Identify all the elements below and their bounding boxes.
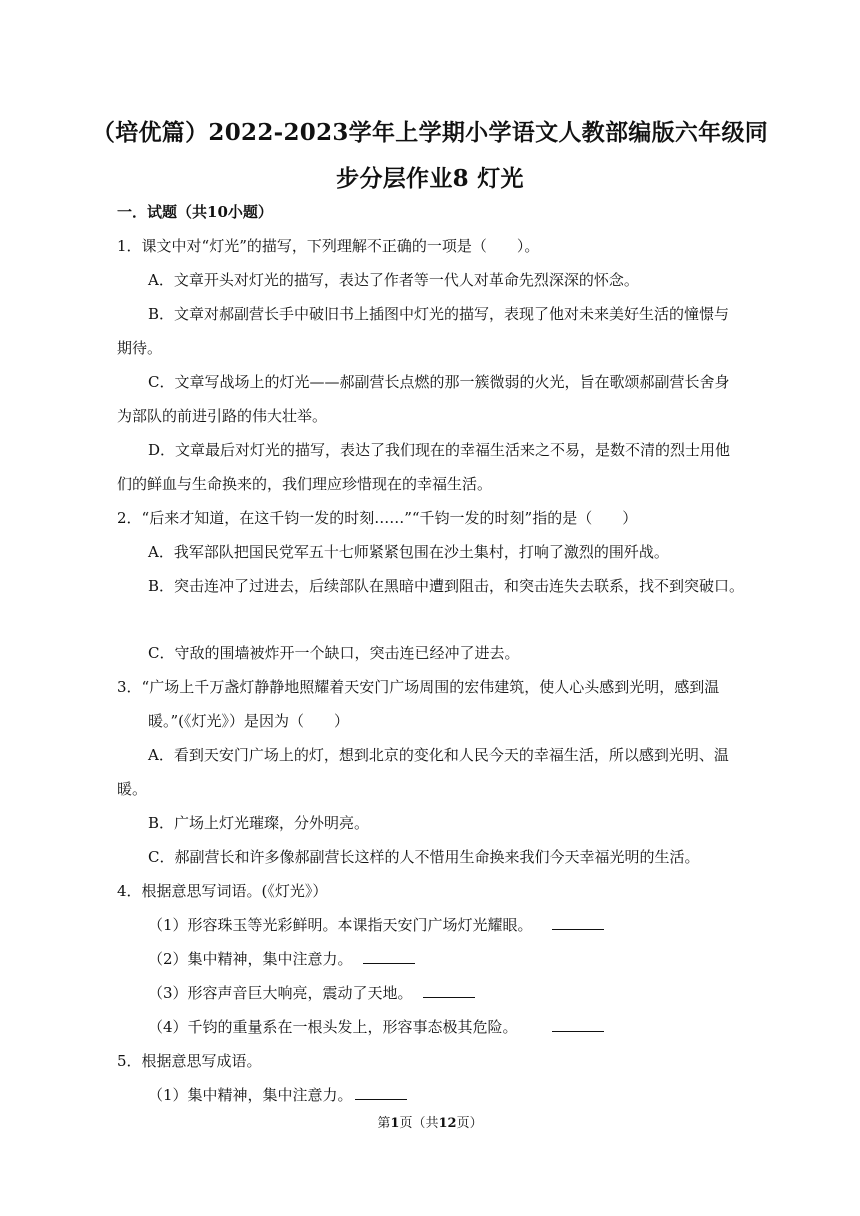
- question-3-stem: 3．“广场上千万盏灯静静地照耀着天安门广场周围的宏伟建筑，使人心头感到光明，感到温: [117, 678, 720, 696]
- question-1-option-a: A．文章开头对灯光的描写，表达了作者等一代人对革命先烈深深的怀念。: [148, 271, 639, 289]
- answer-blank-4-2[interactable]: [363, 949, 415, 964]
- answer-blank-4-3[interactable]: [423, 983, 475, 998]
- question-3-option-c: C．郝副营长和许多像郝副营长这样的人不惜用生命换来我们今天幸福光明的生活。: [148, 848, 700, 866]
- question-4-item-4: （4）千钧的重量系在一根头发上，形容事态极其危险。: [148, 1018, 518, 1036]
- question-2-option-c: C．守敌的围墙被炸开一个缺口，突击连已经冲了进去。: [148, 644, 520, 662]
- question-5-stem: 5．根据意思写成语。: [117, 1052, 262, 1070]
- question-4-item-3: （3）形容声音巨大响亮，震动了天地。: [148, 984, 413, 1002]
- question-1-stem: 1．课文中对“灯光”的描写，下列理解不正确的一项是（ ）。: [117, 237, 540, 255]
- footer-mid: 页（共: [399, 1116, 439, 1131]
- question-2-option-b: B．突击连冲了过进去，后续部队在黑暗中遭到阻击，和突击连失去联系，找不到突破口。: [148, 577, 745, 595]
- question-3-option-a-cont: 暖。: [117, 780, 148, 798]
- question-1-option-c: C．文章写战场上的灯光——郝副营长点燃的那一簇微弱的火光，旨在歌颂郝副营长舍身: [148, 373, 730, 391]
- document-title-line-1: （培优篇）2022-2023学年上学期小学语文人教部编版六年级同: [91, 119, 769, 146]
- question-5-item-1: （1）集中精神，集中注意力。: [148, 1086, 353, 1104]
- page-footer: [0, 1112, 860, 1131]
- answer-blank-4-4[interactable]: [552, 1017, 604, 1032]
- question-4-stem: 4．根据意思写词语。(《灯光》）: [117, 882, 328, 900]
- footer-suffix: 页）: [456, 1116, 483, 1131]
- section-heading: 一．试题（共10小题）: [117, 203, 273, 221]
- question-3-option-a: A．看到天安门广场上的灯，想到北京的变化和人民今天的幸福生活，所以感到光明、温: [148, 746, 729, 764]
- footer-page-number: 1: [390, 1116, 400, 1131]
- question-3-option-b: B．广场上灯光璀璨，分外明亮。: [148, 814, 370, 832]
- answer-blank-4-1[interactable]: [552, 915, 604, 930]
- question-1-option-b: B．文章对郝副营长手中破旧书上插图中灯光的描写，表现了他对未来美好生活的憧憬与: [148, 305, 730, 323]
- question-2-stem: 2．“后来才知道，在这千钧一发的时刻……”“千钧一发的时刻”指的是（ ）: [117, 509, 638, 527]
- answer-blank-5-1[interactable]: [355, 1085, 407, 1100]
- question-3-stem-cont: 暖。”(《灯光》）是因为（ ）: [148, 712, 350, 730]
- footer-total-pages: 12: [438, 1116, 457, 1131]
- question-1-option-d-cont: 们的鲜血与生命换来的，我们理应珍惜现在的幸福生活。: [117, 475, 493, 493]
- question-1-option-b-cont: 期待。: [117, 339, 163, 357]
- question-1-option-d: D．文章最后对灯光的描写，表达了我们现在的幸福生活来之不易，是数不清的烈士用他: [148, 441, 731, 459]
- footer-prefix: 第: [377, 1116, 391, 1131]
- document-title-line-2: 步分层作业8 灯光: [336, 165, 524, 192]
- question-4-item-1: （1）形容珠玉等光彩鲜明。本课指天安门广场灯光耀眼。: [148, 916, 533, 934]
- question-1-option-c-cont: 为部队的前进引路的伟大壮举。: [117, 407, 328, 425]
- question-4-item-2: （2）集中精神，集中注意力。: [148, 950, 353, 968]
- question-2-option-a: A．我军部队把国民党军五十七师紧紧包围在沙土集村，打响了激烈的围歼战。: [148, 543, 669, 561]
